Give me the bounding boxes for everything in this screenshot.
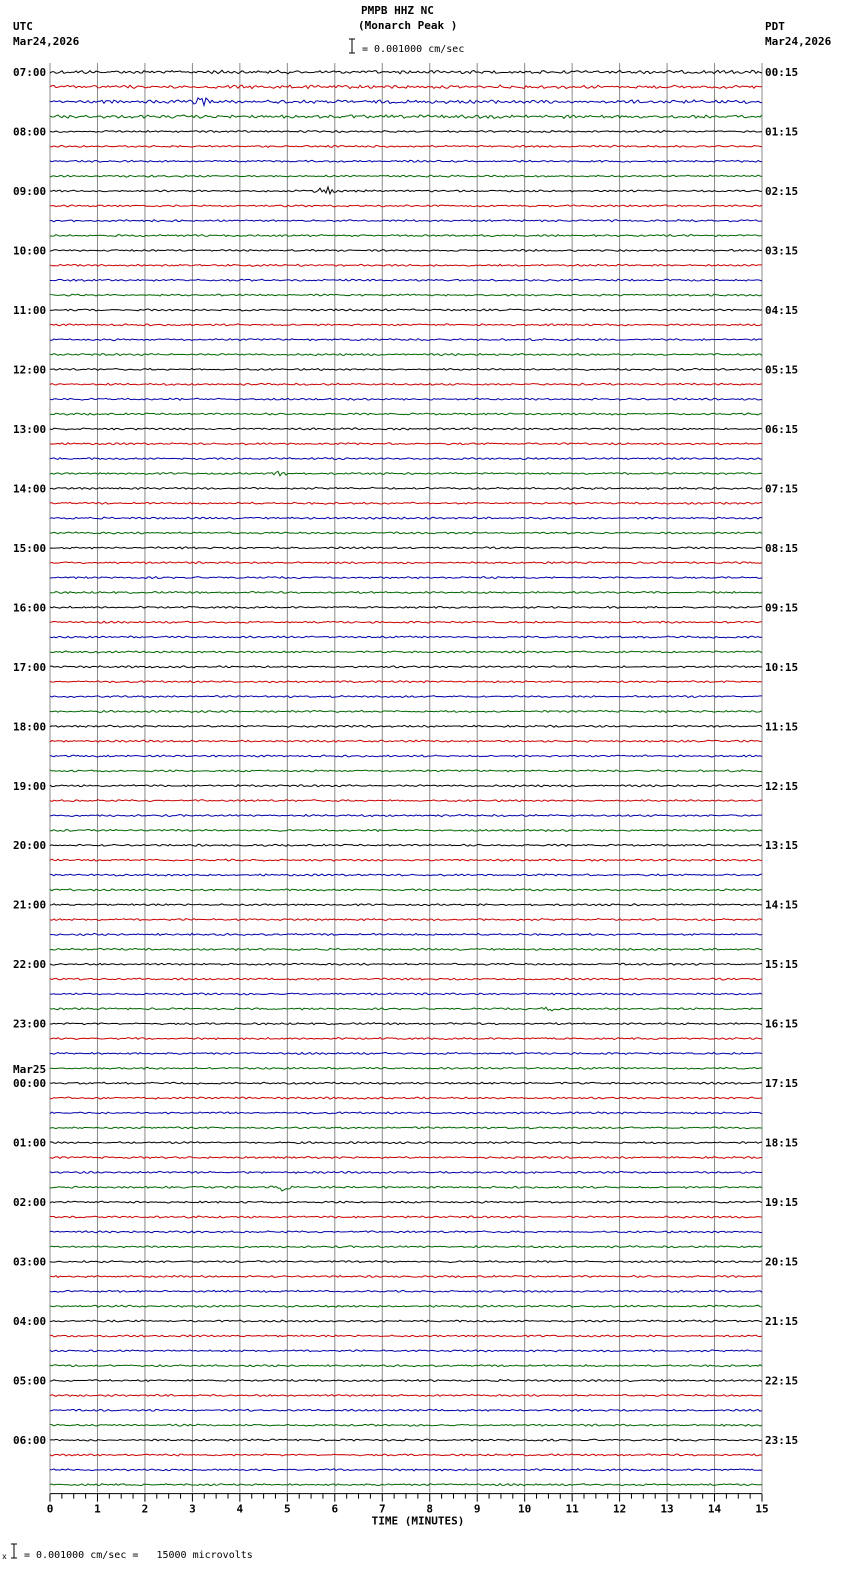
x-axis-title: TIME (MINUTES): [371, 1514, 465, 1528]
right-hour-label: 08:15: [765, 541, 799, 555]
left-hour-label: 14:00: [13, 482, 47, 496]
trace-line: [50, 309, 762, 311]
trace-line: [50, 1097, 762, 1099]
trace-line: [50, 1186, 762, 1191]
trace-line: [50, 205, 762, 207]
trace-line: [50, 1067, 762, 1069]
left-timezone: UTC: [13, 20, 33, 33]
x-tick-label: 0: [46, 1502, 54, 1516]
right-hour-label: 14:15: [765, 898, 799, 912]
trace-line: [50, 294, 762, 296]
trace-line: [50, 740, 762, 742]
left-hour-label: 16:00: [13, 601, 47, 615]
right-hour-label: 23:15: [765, 1434, 799, 1448]
trace-line: [50, 829, 762, 831]
trace-line: [50, 859, 762, 861]
trace-line: [50, 487, 762, 489]
trace-line: [50, 755, 762, 757]
trace-line: [50, 844, 762, 846]
x-tick-label: 7: [378, 1502, 386, 1516]
left-date: Mar24,2026: [13, 35, 80, 48]
trace-line: [50, 175, 762, 177]
trace-line: [50, 1171, 762, 1173]
trace-line: [50, 428, 762, 430]
trace-line: [50, 770, 762, 772]
right-hour-label: 18:15: [765, 1136, 799, 1150]
trace-line: [50, 919, 762, 921]
trace-line: [50, 471, 762, 475]
left-hour-label: 18:00: [13, 720, 47, 734]
left-hour-label: 21:00: [13, 898, 47, 912]
trace-line: [50, 160, 762, 162]
trace-line: [50, 1365, 762, 1367]
right-hour-label: 06:15: [765, 422, 799, 436]
left-hour-label: 20:00: [13, 839, 47, 853]
right-hour-label: 16:15: [765, 1017, 799, 1031]
x-tick-label: 13: [660, 1502, 674, 1516]
left-hour-label: 17:00: [13, 660, 47, 674]
trace-line: [50, 710, 762, 712]
trace-line: [50, 517, 762, 519]
trace-line: [50, 636, 762, 638]
trace-line: [50, 889, 762, 891]
trace-line: [50, 187, 762, 194]
right-hour-label: 17:15: [765, 1077, 799, 1091]
trace-line: [50, 978, 762, 980]
footer-scale-text: = 0.001000 cm/sec = 15000 microvolts: [24, 1550, 253, 1561]
trace-line: [50, 98, 762, 106]
x-tick-label: 11: [565, 1502, 579, 1516]
trace-line: [50, 115, 762, 119]
trace-line: [50, 547, 762, 549]
left-hour-label: 00:00: [13, 1077, 47, 1091]
trace-line: [50, 458, 762, 460]
trace-line: [50, 948, 762, 950]
x-tick-label: 3: [189, 1502, 196, 1516]
left-hour-label: 03:00: [13, 1255, 47, 1269]
x-tick-label: 4: [236, 1502, 244, 1516]
trace-line: [50, 666, 762, 668]
trace-line: [50, 562, 762, 564]
left-hour-label: 02:00: [13, 1196, 47, 1210]
trace-line: [50, 1142, 762, 1144]
left-hour-label: 04:00: [13, 1315, 47, 1329]
x-tick-label: 14: [707, 1502, 722, 1516]
trace-line: [50, 1082, 762, 1084]
trace-line: [50, 1424, 762, 1426]
right-hour-label: 13:15: [765, 839, 799, 853]
trace-line: [50, 1156, 762, 1158]
left-hour-label: 06:00: [13, 1434, 47, 1448]
trace-line: [50, 130, 762, 132]
footer-scale-bar-icon: [10, 1543, 20, 1561]
trace-line: [50, 1409, 762, 1411]
scale-text: = 0.001000 cm/sec: [362, 44, 465, 55]
trace-line: [50, 398, 762, 400]
left-hour-label: 22:00: [13, 958, 47, 972]
trace-line: [50, 1231, 762, 1233]
trace-line: [50, 785, 762, 787]
trace-line: [50, 1454, 762, 1456]
right-hour-label: 12:15: [765, 779, 799, 793]
trace-line: [50, 814, 762, 816]
trace-line: [50, 70, 762, 74]
trace-line: [50, 249, 762, 251]
trace-line: [50, 1216, 762, 1218]
date-change-label: Mar25: [13, 1063, 47, 1077]
trace-line: [50, 725, 762, 727]
trace-line: [50, 696, 762, 698]
trace-line: [50, 1023, 762, 1025]
left-hour-label: 08:00: [13, 125, 47, 139]
x-tick-label: 12: [612, 1502, 627, 1516]
trace-line: [50, 993, 762, 995]
trace-line: [50, 279, 762, 281]
trace-line: [50, 145, 762, 147]
right-hour-label: 00:15: [765, 66, 799, 79]
trace-line: [50, 651, 762, 653]
left-hour-label: 13:00: [13, 422, 47, 436]
trace-line: [50, 681, 762, 683]
left-hour-label: 19:00: [13, 779, 47, 793]
right-hour-label: 19:15: [765, 1196, 799, 1210]
trace-line: [50, 235, 762, 237]
trace-line: [50, 1261, 762, 1263]
trace-line: [50, 1275, 762, 1277]
trace-line: [50, 1394, 762, 1396]
trace-line: [50, 963, 762, 965]
trace-line: [50, 324, 762, 326]
trace-line: [50, 874, 762, 876]
left-hour-label: 12:00: [13, 363, 47, 377]
trace-line: [50, 502, 762, 504]
right-hour-label: 04:15: [765, 303, 799, 317]
trace-line: [50, 1320, 762, 1322]
trace-line: [50, 1305, 762, 1307]
trace-line: [50, 800, 762, 802]
trace-line: [50, 1246, 762, 1248]
trace-line: [50, 606, 762, 608]
right-date: Mar24,2026: [765, 35, 832, 48]
x-tick-label: 15: [755, 1502, 769, 1516]
right-hour-label: 01:15: [765, 125, 799, 139]
trace-line: [50, 413, 762, 415]
trace-line: [50, 1439, 762, 1441]
right-hour-label: 03:15: [765, 244, 799, 258]
trace-line: [50, 1112, 762, 1114]
trace-line: [50, 339, 762, 341]
right-hour-label: 02:15: [765, 184, 799, 198]
trace-line: [50, 1335, 762, 1337]
trace-line: [50, 1290, 762, 1292]
left-hour-label: 05:00: [13, 1374, 47, 1388]
right-hour-label: 20:15: [765, 1255, 799, 1269]
x-tick-label: 9: [473, 1502, 481, 1516]
right-hour-label: 22:15: [765, 1374, 799, 1388]
trace-line: [50, 1127, 762, 1129]
trace-line: [50, 1380, 762, 1382]
trace-line: [50, 383, 762, 385]
trace-line: [50, 1350, 762, 1352]
right-hour-label: 21:15: [765, 1315, 799, 1329]
right-hour-label: 11:15: [765, 720, 799, 734]
right-hour-label: 10:15: [765, 660, 799, 674]
x-tick-label: 5: [284, 1502, 291, 1516]
trace-line: [50, 368, 762, 370]
left-hour-label: 09:00: [13, 184, 47, 198]
right-timezone: PDT: [765, 20, 785, 33]
x-tick-label: 8: [426, 1502, 434, 1516]
left-hour-label: 10:00: [13, 244, 47, 258]
station-title: PMPB HHZ NC: [361, 4, 434, 17]
trace-line: [50, 443, 762, 445]
trace-line: [50, 1007, 762, 1011]
x-tick-label: 6: [331, 1502, 339, 1516]
station-location: (Monarch Peak ): [358, 19, 458, 32]
right-hour-label: 15:15: [765, 958, 799, 972]
trace-line: [50, 1469, 762, 1471]
trace-line: [50, 1038, 762, 1040]
left-hour-label: 15:00: [13, 541, 47, 555]
x-tick-label: 1: [94, 1502, 101, 1516]
trace-line: [50, 532, 762, 534]
trace-line: [50, 354, 762, 356]
right-hour-label: 09:15: [765, 601, 799, 615]
trace-line: [50, 220, 762, 222]
right-hour-label: 07:15: [765, 482, 799, 496]
trace-line: [50, 264, 762, 266]
trace-line: [50, 1484, 762, 1486]
left-hour-label: 11:00: [13, 303, 47, 317]
trace-line: [50, 577, 762, 579]
trace-line: [50, 1201, 762, 1203]
trace-line: [50, 591, 762, 593]
trace-line: [50, 904, 762, 906]
trace-line: [50, 85, 762, 88]
trace-line: [50, 621, 762, 623]
x-tick-label: 2: [141, 1502, 149, 1516]
x-tick-label: 10: [518, 1502, 532, 1516]
right-hour-label: 05:15: [765, 363, 799, 377]
footer-marker: x: [2, 1552, 7, 1561]
left-hour-label: 01:00: [13, 1136, 47, 1150]
left-hour-label: 23:00: [13, 1017, 47, 1031]
left-hour-label: 07:00: [13, 66, 47, 79]
trace-line: [50, 933, 762, 935]
trace-line: [50, 1052, 762, 1054]
